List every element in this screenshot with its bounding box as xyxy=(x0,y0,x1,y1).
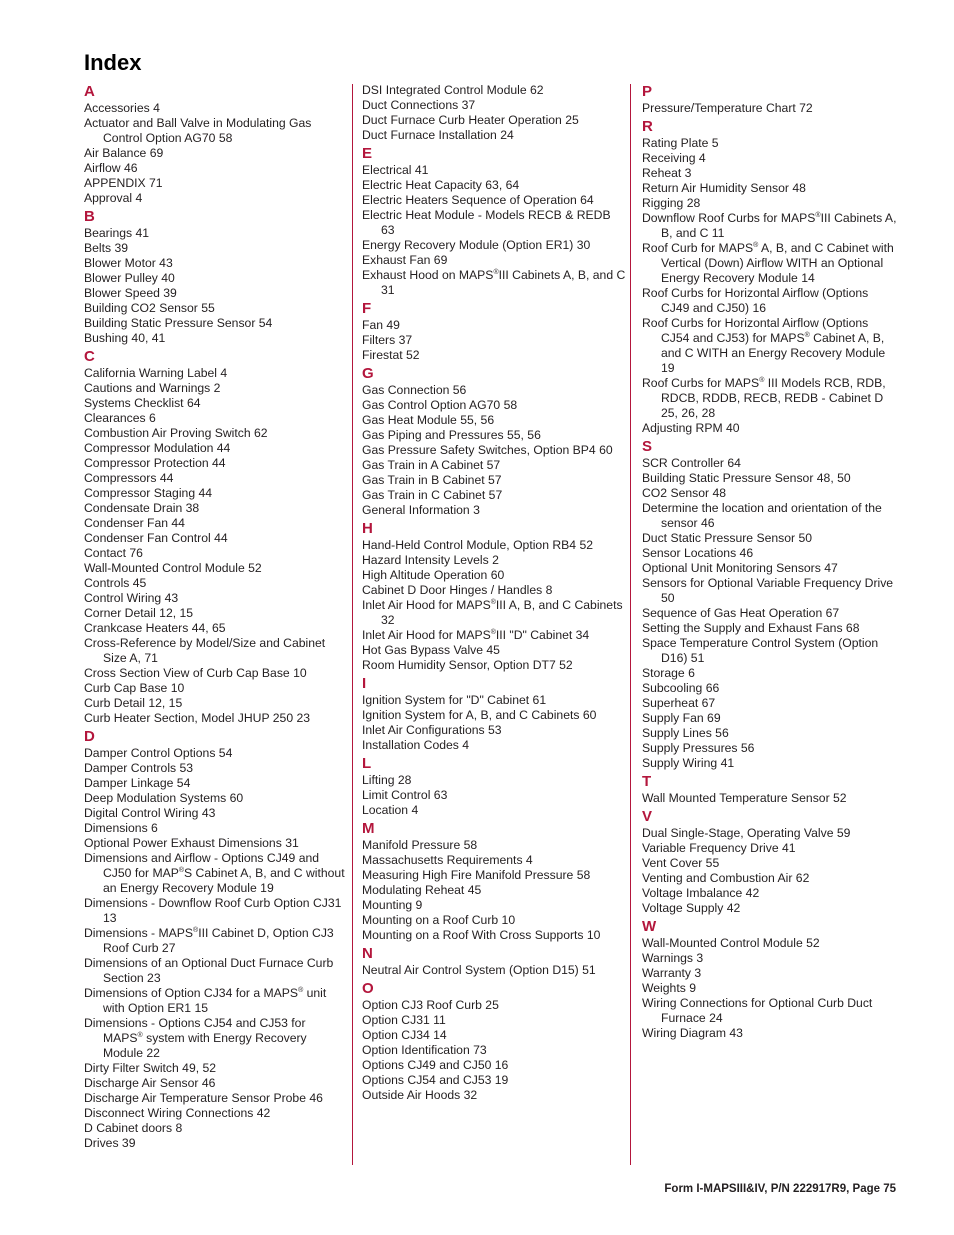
index-entry: Electric Heat Module - Models RECB & REDB 63 xyxy=(362,208,611,237)
index-entry: CO2 Sensor 48 xyxy=(642,486,727,500)
index-entry: Venting and Combustion Air 62 xyxy=(642,871,810,885)
index-entry: Bushing 40, 41 xyxy=(84,331,166,345)
index-entry: Dimensions and Airflow - Options CJ49 and CJ50 for MAP®S Cabinet A, B, and C without an Energy Recovery Module 19 xyxy=(84,851,345,895)
section-letter: A xyxy=(84,83,95,100)
index-entry: Limit Control 63 xyxy=(362,788,448,802)
index-entry: Curb Cap Base 10 xyxy=(84,681,185,695)
index-entry: Subcooling 66 xyxy=(642,681,720,695)
index-entry: Drives 39 xyxy=(84,1136,136,1150)
index-entry: General Information 3 xyxy=(362,503,480,517)
column-divider xyxy=(630,84,631,1165)
index-entry: Gas Heat Module 55, 56 xyxy=(362,413,495,427)
index-entry: Modulating Reheat 45 xyxy=(362,883,482,897)
index-entry: Curb Heater Section, Model JHUP 250 23 xyxy=(84,711,311,725)
index-entry: Cautions and Warnings 2 xyxy=(84,381,221,395)
index-entry: Electrical 41 xyxy=(362,163,429,177)
section-letter: T xyxy=(642,773,652,790)
index-entry: Wiring Connections for Optional Curb Duct Furnace 24 xyxy=(642,996,873,1025)
index-entry: Damper Controls 53 xyxy=(84,761,194,775)
index-entry: Ignition System for A, B, and C Cabinets 60 xyxy=(362,708,597,722)
index-entry: Massachusetts Requirements 4 xyxy=(362,853,533,867)
section-letter: F xyxy=(362,300,372,317)
index-entry: Roof Curbs for MAPS® III Models RCB, RDB, RDCB, RDDB, RECB, REDB - Cabinet D 25, 26, 28 xyxy=(642,376,886,420)
index-entry: Installation Codes 4 xyxy=(362,738,470,752)
page-title: Index xyxy=(84,50,142,75)
section-letter: M xyxy=(362,820,375,837)
index-entry: Weights 9 xyxy=(642,981,696,995)
index-entry: Wiring Diagram 43 xyxy=(642,1026,743,1040)
index-entry: Condenser Fan Control 44 xyxy=(84,531,228,545)
index-entry: APPENDIX 71 xyxy=(84,176,163,190)
index-entry: Control Wiring 43 xyxy=(84,591,179,605)
index-entry: California Warning Label 4 xyxy=(84,366,228,380)
index-entry: Option Identification 73 xyxy=(362,1043,487,1057)
index-entry: Options CJ54 and CJ53 19 xyxy=(362,1073,509,1087)
index-entry: Condenser Fan 44 xyxy=(84,516,185,530)
index-entry: Supply Pressures 56 xyxy=(642,741,755,755)
index-entry: Contact 76 xyxy=(84,546,143,560)
index-entry: Optional Unit Monitoring Sensors 47 xyxy=(642,561,838,575)
index-entry: Gas Control Option AG70 58 xyxy=(362,398,518,412)
section-letter: I xyxy=(362,675,367,692)
index-entry: Approval 4 xyxy=(84,191,143,205)
index-entry: Supply Wiring 41 xyxy=(642,756,735,770)
index-entry: Space Temperature Control System (Option D16) 51 xyxy=(642,636,879,665)
index-entry: Gas Piping and Pressures 55, 56 xyxy=(362,428,541,442)
index-entry: Voltage Imbalance 42 xyxy=(642,886,760,900)
index-entry: Combustion Air Proving Switch 62 xyxy=(84,426,268,440)
section-letter: N xyxy=(362,945,373,962)
index-entry: Accessories 4 xyxy=(84,101,160,115)
index-entry: Filters 37 xyxy=(362,333,413,347)
index-entry: Rating Plate 5 xyxy=(642,136,719,150)
index-entry: Wall Mounted Temperature Sensor 52 xyxy=(642,791,847,805)
index-entry: Air Balance 69 xyxy=(84,146,164,160)
section-letter: W xyxy=(642,918,657,935)
index-entry: Measuring High Fire Manifold Pressure 58 xyxy=(362,868,591,882)
index-column-2 xyxy=(362,83,626,1103)
section-letter: O xyxy=(362,980,374,997)
index-entry: Blower Pulley 40 xyxy=(84,271,175,285)
index-entry: Duct Furnace Curb Heater Operation 25 xyxy=(362,113,579,127)
index-entry: Roof Curbs for Horizontal Airflow (Options CJ54 and CJ53) for MAPS® Cabinet A, B, and C WITH an Energy Recovery Module 19 xyxy=(642,316,886,375)
index-entry: Condensate Drain 38 xyxy=(84,501,200,515)
index-entry: Electric Heaters Sequence of Operation 64 xyxy=(362,193,594,207)
index-entry: Electric Heat Capacity 63, 64 xyxy=(362,178,520,192)
index-entry: Vent Cover 55 xyxy=(642,856,720,870)
index-entry: Sensors for Optional Variable Frequency Drive 50 xyxy=(642,576,894,605)
index-entry: Hand-Held Control Module, Option RB4 52 xyxy=(362,538,594,552)
index-entry: Clearances 6 xyxy=(84,411,156,425)
index-entry: D Cabinet doors 8 xyxy=(84,1121,183,1135)
index-entry: Voltage Supply 42 xyxy=(642,901,741,915)
index-entry: Inlet Air Hood for MAPS®III "D" Cabinet 34 xyxy=(362,628,590,642)
index-entry: Fan 49 xyxy=(362,318,400,332)
index-entry: Warnings 3 xyxy=(642,951,704,965)
index-entry: Roof Curb for MAPS® A, B, and C Cabinet with Vertical (Down) Airflow WITH an Optional Energy Recovery Module 14 xyxy=(642,241,894,285)
page-footer: Form I-MAPSIII&IV, P/N 222917R9, Page 75 xyxy=(664,1183,896,1195)
index-entry: Dimensions - MAPS®III Cabinet D, Option CJ3 Roof Curb 27 xyxy=(84,926,334,955)
index-column-1 xyxy=(84,83,346,1151)
index-entry: High Altitude Operation 60 xyxy=(362,568,505,582)
index-entry: Setting the Supply and Exhaust Fans 68 xyxy=(642,621,860,635)
index-entry: Adjusting RPM 40 xyxy=(642,421,740,435)
section-letter: C xyxy=(84,348,95,365)
index-entry: Cabinet D Door Hinges / Handles 8 xyxy=(362,583,553,597)
section-letter: B xyxy=(84,208,95,225)
index-entry: Controls 45 xyxy=(84,576,147,590)
index-entry: Actuator and Ball Valve in Modulating Gas Control Option AG70 58 xyxy=(84,116,312,145)
index-entry: Blower Speed 39 xyxy=(84,286,177,300)
index-entry: Inlet Air Hood for MAPS®III A, B, and C Cabinets 32 xyxy=(362,598,623,627)
index-entry: Wall-Mounted Control Module 52 xyxy=(84,561,262,575)
index-entry: Determine the location and orientation of the sensor 46 xyxy=(642,501,882,530)
index-entry: Bearings 41 xyxy=(84,226,150,240)
index-entry: Gas Connection 56 xyxy=(362,383,467,397)
index-entry: Dimensions - Downflow Roof Curb Option CJ31 13 xyxy=(84,896,342,925)
index-entry: Discharge Air Sensor 46 xyxy=(84,1076,216,1090)
column-divider xyxy=(352,84,353,1165)
index-entry: Blower Motor 43 xyxy=(84,256,173,270)
index-entry: Cross Section View of Curb Cap Base 10 xyxy=(84,666,307,680)
index-entry: Dimensions of an Optional Duct Furnace Curb Section 23 xyxy=(84,956,334,985)
index-entry: Roof Curbs for Horizontal Airflow (Options CJ49 and CJ50) 16 xyxy=(642,286,869,315)
index-entry: Supply Fan 69 xyxy=(642,711,721,725)
index-entry: Gas Train in A Cabinet 57 xyxy=(362,458,501,472)
index-entry: Crankcase Heaters 44, 65 xyxy=(84,621,226,635)
index-entry: Curb Detail 12, 15 xyxy=(84,696,183,710)
index-entry: Dimensions - Options CJ54 and CJ53 for MAPS® system with Energy Recovery Module 22 xyxy=(84,1016,307,1060)
section-letter: E xyxy=(362,145,373,162)
index-entry: Option CJ31 11 xyxy=(362,1013,446,1027)
index-entry: Lifting 28 xyxy=(362,773,412,787)
index-entry: Sensor Locations 46 xyxy=(642,546,754,560)
index-entry: Downflow Roof Curbs for MAPS®III Cabinets A, B, and C 11 xyxy=(642,211,897,240)
index-entry: Compressor Modulation 44 xyxy=(84,441,231,455)
index-entry: Building Static Pressure Sensor 54 xyxy=(84,316,273,330)
section-letter: H xyxy=(362,520,373,537)
section-letter: P xyxy=(642,83,653,100)
index-entry: Damper Control Options 54 xyxy=(84,746,233,760)
index-entry: Building CO2 Sensor 55 xyxy=(84,301,215,315)
index-entry: Receiving 4 xyxy=(642,151,706,165)
index-entry: Energy Recovery Module (Option ER1) 30 xyxy=(362,238,591,252)
index-entry: DSI Integrated Control Module 62 xyxy=(362,83,544,97)
index-entry: Superheat 67 xyxy=(642,696,716,710)
index-entry: Outside Air Hoods 32 xyxy=(362,1088,478,1102)
index-entry: Variable Frequency Drive 41 xyxy=(642,841,796,855)
index-entry: Building Static Pressure Sensor 48, 50 xyxy=(642,471,851,485)
index-entry: Mounting on a Roof Curb 10 xyxy=(362,913,516,927)
index-entry: Dual Single-Stage, Operating Valve 59 xyxy=(642,826,851,840)
index-entry: Firestat 52 xyxy=(362,348,420,362)
index-entry: Warranty 3 xyxy=(642,966,702,980)
index-entry: Deep Modulation Systems 60 xyxy=(84,791,244,805)
index-entry: Duct Connections 37 xyxy=(362,98,476,112)
index-entry: Supply Lines 56 xyxy=(642,726,729,740)
index-entry: Duct Furnace Installation 24 xyxy=(362,128,514,142)
index-entry: Duct Static Pressure Sensor 50 xyxy=(642,531,813,545)
index-entry: Exhaust Fan 69 xyxy=(362,253,448,267)
index-entry: Return Air Humidity Sensor 48 xyxy=(642,181,806,195)
index-entry: Systems Checklist 64 xyxy=(84,396,201,410)
index-entry: Options CJ49 and CJ50 16 xyxy=(362,1058,509,1072)
index-entry: Dirty Filter Switch 49, 52 xyxy=(84,1061,217,1075)
index-entry: Discharge Air Temperature Sensor Probe 46 xyxy=(84,1091,323,1105)
index-entry: Exhaust Hood on MAPS®III Cabinets A, B, and C 31 xyxy=(362,268,626,297)
section-letter: R xyxy=(642,118,653,135)
index-entry: Rigging 28 xyxy=(642,196,701,210)
index-entry: Wall-Mounted Control Module 52 xyxy=(642,936,820,950)
index-entry: Compressor Staging 44 xyxy=(84,486,213,500)
index-entry: Cross-Reference by Model/Size and Cabinet Size A, 71 xyxy=(84,636,326,665)
index-entry: Option CJ34 14 xyxy=(362,1028,447,1042)
index-entry: Digital Control Wiring 43 xyxy=(84,806,216,820)
index-entry: Inlet Air Configurations 53 xyxy=(362,723,502,737)
index-entry: Gas Pressure Safety Switches, Option BP4 60 xyxy=(362,443,613,457)
index-entry: SCR Controller 64 xyxy=(642,456,741,470)
index-entry: Reheat 3 xyxy=(642,166,692,180)
section-letter: D xyxy=(84,728,95,745)
index-entry: Disconnect Wiring Connections 42 xyxy=(84,1106,271,1120)
index-entry: Pressure/Temperature Chart 72 xyxy=(642,101,813,115)
index-entry: Belts 39 xyxy=(84,241,129,255)
index-entry: Compressors 44 xyxy=(84,471,174,485)
index-entry: Location 4 xyxy=(362,803,419,817)
index-entry: Hazard Intensity Levels 2 xyxy=(362,553,499,567)
index-entry: Optional Power Exhaust Dimensions 31 xyxy=(84,836,299,850)
section-letter: G xyxy=(362,365,374,382)
index-entry: Damper Linkage 54 xyxy=(84,776,191,790)
index-entry: Dimensions 6 xyxy=(84,821,158,835)
index-entry: Room Humidity Sensor, Option DT7 52 xyxy=(362,658,573,672)
section-letter: V xyxy=(642,808,653,825)
index-entry: Gas Train in B Cabinet 57 xyxy=(362,473,502,487)
index-entry: Dimensions of Option CJ34 for a MAPS® unit with Option ER1 15 xyxy=(84,986,327,1015)
index-column-3 xyxy=(642,83,898,1041)
index-entry: Corner Detail 12, 15 xyxy=(84,606,194,620)
index-entry: Gas Train in C Cabinet 57 xyxy=(362,488,503,502)
section-letter: L xyxy=(362,755,372,772)
index-entry: Manifold Pressure 58 xyxy=(362,838,478,852)
index-entry: Mounting 9 xyxy=(362,898,423,912)
index-entry: Hot Gas Bypass Valve 45 xyxy=(362,643,500,657)
index-entry: Airflow 46 xyxy=(84,161,138,175)
section-letter: S xyxy=(642,438,653,455)
index-entry: Neutral Air Control System (Option D15) 51 xyxy=(362,963,596,977)
index-entry: Compressor Protection 44 xyxy=(84,456,226,470)
index-entry: Option CJ3 Roof Curb 25 xyxy=(362,998,499,1012)
index-entry: Sequence of Gas Heat Operation 67 xyxy=(642,606,840,620)
index-entry: Mounting on a Roof With Cross Supports 10 xyxy=(362,928,601,942)
index-entry: Storage 6 xyxy=(642,666,695,680)
index-entry: Ignition System for "D" Cabinet 61 xyxy=(362,693,547,707)
